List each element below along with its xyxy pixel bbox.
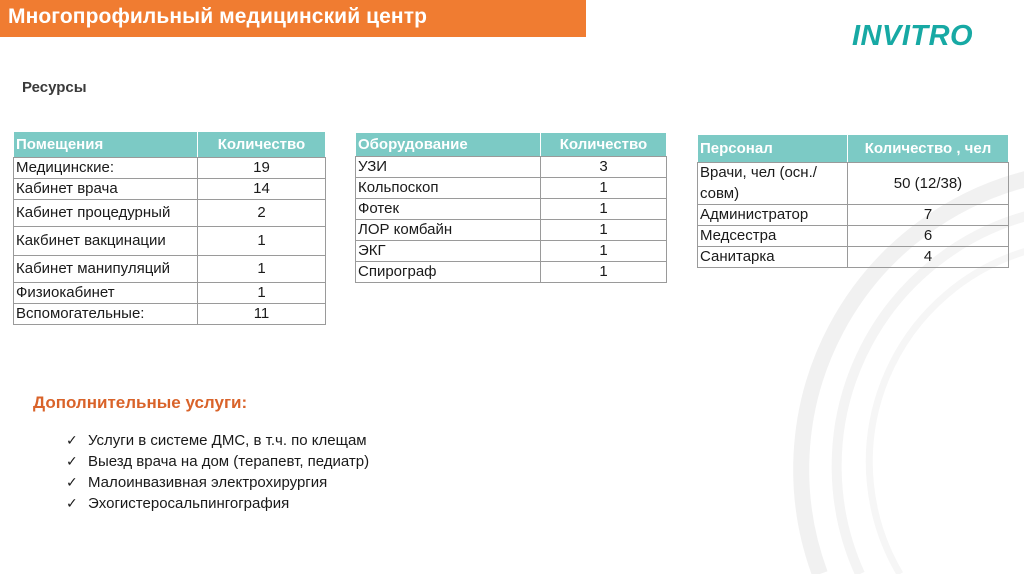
page-title: Многопрофильный медицинский центр — [8, 5, 428, 28]
table-cell: 19 — [198, 158, 326, 179]
table-header: Количество , чел — [848, 135, 1009, 163]
equipment-table — [355, 132, 667, 283]
table-cell: Спирограф — [356, 262, 541, 283]
check-icon: ✓ — [66, 495, 78, 511]
table-row — [14, 200, 326, 227]
table-row — [14, 227, 326, 256]
table-row — [356, 178, 667, 199]
table-cell: Медсестра — [698, 226, 848, 247]
table-cell: Санитарка — [698, 247, 848, 268]
table-cell: Администратор — [698, 205, 848, 226]
table-row — [356, 220, 667, 241]
table-cell: 1 — [541, 241, 667, 262]
table-cell: 1 — [541, 199, 667, 220]
rooms-table — [13, 131, 326, 325]
table-cell: 1 — [541, 262, 667, 283]
check-icon: ✓ — [66, 453, 78, 469]
table-row — [356, 199, 667, 220]
table-cell: ЛОР комбайн — [356, 220, 541, 241]
table-row — [14, 158, 326, 179]
section-label: Ресурсы — [22, 79, 87, 96]
table-cell: 3 — [541, 157, 667, 178]
table-header: Количество — [541, 133, 667, 157]
invitro-logo: INVITRO — [852, 20, 974, 52]
table-row — [698, 226, 1009, 247]
table-cell: 1 — [198, 256, 326, 283]
table-header: Персонал — [698, 135, 848, 163]
table-cell: 1 — [541, 178, 667, 199]
additional-services-title: Дополнительные услуги: — [33, 393, 248, 412]
table-cell: Кабинет врача — [14, 179, 198, 200]
list-item-label: Малоинвазивная электрохирургия — [88, 474, 328, 491]
table-header: Количество — [198, 132, 326, 158]
list-item-label: Услуги в системе ДМС, в т.ч. по клещам — [88, 432, 367, 449]
table-row — [356, 241, 667, 262]
check-icon: ✓ — [66, 474, 78, 490]
list-item-label: Эхогистеросальпингография — [88, 495, 290, 512]
table-header: Оборудование — [356, 133, 541, 157]
table-cell: ЭКГ — [356, 241, 541, 262]
table-cell: Кольпоскоп — [356, 178, 541, 199]
table-row — [14, 179, 326, 200]
list-item — [66, 451, 369, 472]
table-cell: Физиокабинет — [14, 283, 198, 304]
table-row — [356, 262, 667, 283]
table-cell: Кабинет манипуляций — [14, 256, 198, 283]
table-cell: Врачи, чел (осн./совм) — [698, 163, 848, 205]
table-row — [14, 283, 326, 304]
table-cell: 1 — [198, 227, 326, 256]
check-icon: ✓ — [66, 432, 78, 448]
table-row — [698, 247, 1009, 268]
table-row — [356, 157, 667, 178]
list-item-label: Выезд врача на дом (терапевт, педиатр) — [88, 453, 370, 470]
table-cell: Фотек — [356, 199, 541, 220]
table-row — [14, 256, 326, 283]
table-cell: 7 — [848, 205, 1009, 226]
table-cell: УЗИ — [356, 157, 541, 178]
table-cell: 11 — [198, 304, 326, 325]
title-bar — [0, 0, 586, 37]
table-cell: Вспомогательные: — [14, 304, 198, 325]
list-item — [66, 430, 369, 451]
table-cell: 1 — [198, 283, 326, 304]
table-cell: 1 — [541, 220, 667, 241]
table-row — [698, 205, 1009, 226]
table-cell: Медицинские: — [14, 158, 198, 179]
table-cell: Какбинет вакцинации — [14, 227, 198, 256]
additional-services-list — [66, 430, 369, 514]
table-header: Помещения — [14, 132, 198, 158]
table-cell: 6 — [848, 226, 1009, 247]
table-row — [14, 304, 326, 325]
table-cell: 50 (12/38) — [848, 163, 1009, 205]
table-cell: 14 — [198, 179, 326, 200]
list-item — [66, 472, 369, 493]
table-cell: 4 — [848, 247, 1009, 268]
staff-table — [697, 134, 1009, 268]
table-cell: 2 — [198, 200, 326, 227]
table-row — [698, 163, 1009, 205]
list-item — [66, 493, 369, 514]
table-cell: Кабинет процедурный — [14, 200, 198, 227]
